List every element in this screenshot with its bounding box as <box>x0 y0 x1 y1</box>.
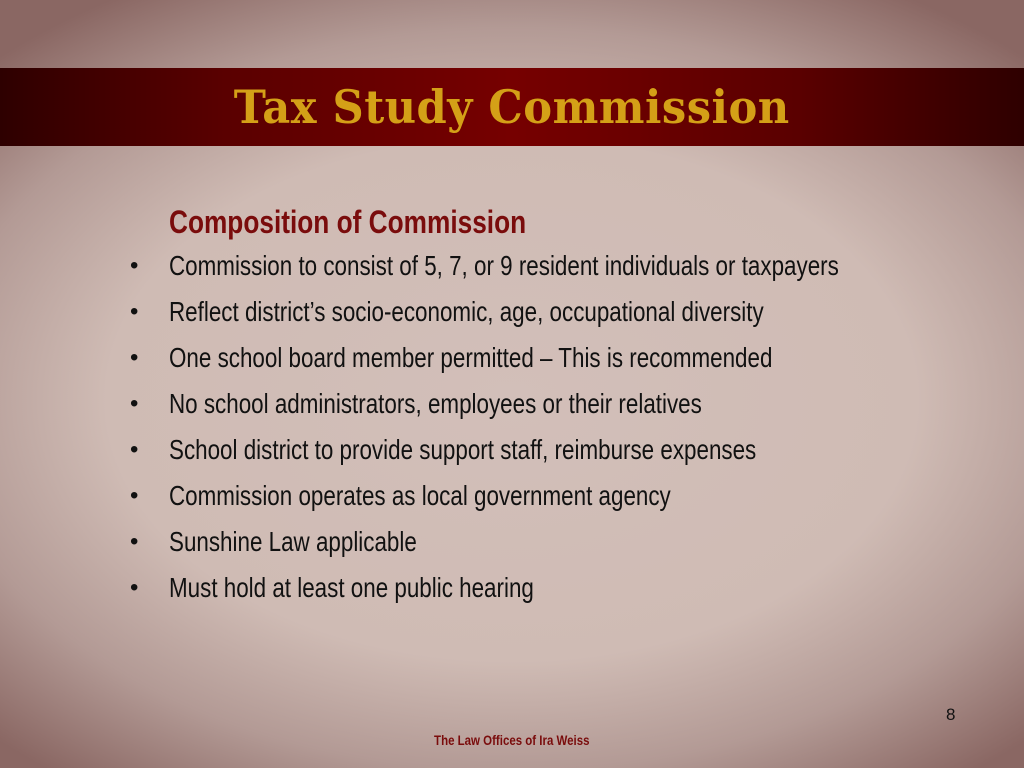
footer-text: The Law Offices of Ira Weiss <box>434 732 590 748</box>
list-item-text: One school board member permitted – This is recommended <box>169 342 773 373</box>
list-item-text: Commission to consist of 5, 7, or 9 resident individuals or taxpayers <box>169 250 839 281</box>
list-item-text: Commission operates as local government agency <box>169 480 671 511</box>
bullet-icon: • <box>130 482 139 509</box>
bullet-icon: • <box>130 436 139 463</box>
list-item <box>128 339 928 377</box>
list-item <box>128 247 928 285</box>
section-heading: Composition of Commission <box>169 204 527 240</box>
list-item <box>128 477 928 515</box>
footer <box>0 732 1024 748</box>
bullet-list <box>128 247 928 607</box>
bullet-icon: • <box>130 528 139 555</box>
list-item-text: Sunshine Law applicable <box>169 526 417 557</box>
list-item <box>128 523 928 561</box>
list-item-text: School district to provide support staff, reimburse expenses <box>169 434 757 465</box>
bullet-icon: • <box>130 252 139 279</box>
bullet-icon: • <box>130 344 139 371</box>
list-item-text: No school administrators, employees or their relatives <box>169 388 702 419</box>
slide-title: Tax Study Commission <box>234 80 790 134</box>
list-item-text: Reflect district’s socio-economic, age, occupational diversity <box>169 296 764 327</box>
list-item-text: Must hold at least one public hearing <box>169 572 534 603</box>
list-item <box>128 431 928 469</box>
list-item <box>128 569 928 607</box>
list-item <box>128 385 928 423</box>
title-band <box>0 68 1024 146</box>
bullet-icon: • <box>130 574 139 601</box>
page-number: 8 <box>946 705 956 724</box>
bullet-icon: • <box>130 390 139 417</box>
bullet-icon: • <box>130 298 139 325</box>
content-area <box>128 204 928 615</box>
list-item <box>128 293 928 331</box>
